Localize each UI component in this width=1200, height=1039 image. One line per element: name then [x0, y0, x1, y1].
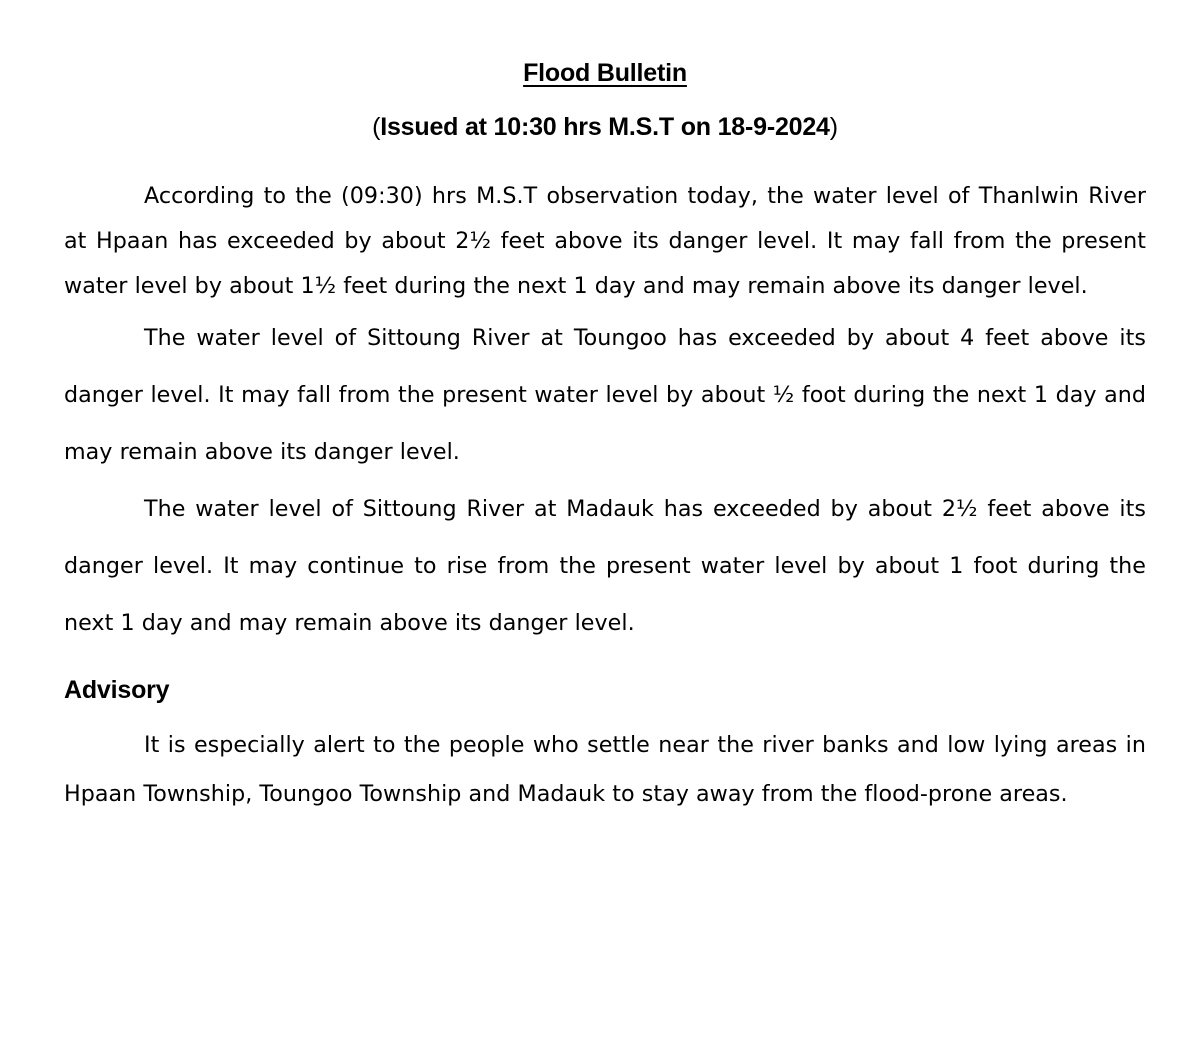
- advisory-text: It is especially alert to the people who settle near the river banks and low lying areas in Hpaan Township, Toungoo Township and Madauk to stay away from the flood-prone areas.: [64, 732, 1146, 807]
- issued-line: [64, 110, 1146, 144]
- bulletin-document: [64, 56, 1146, 819]
- paragraph-sittoung-toungoo: The water level of Sittoung River at Toungoo has exceeded by about 4 feet above its danger level. It may fall from the present water level by about ½ foot during the next 1 day and may remain above its danger level.: [64, 325, 1146, 465]
- paragraph-sittoung-madauk: The water level of Sittoung River at Madauk has exceeded by about 2½ feet above its danger level. It may continue to rise from the present water level by about 1 foot during the next 1 day and may remain above its danger level.: [64, 496, 1146, 636]
- issued-open-paren: (: [372, 113, 381, 141]
- issued-close-paren: ): [829, 113, 838, 141]
- paragraph-thanlwin-hpaan: According to the (09:30) hrs M.S.T observation today, the water level of Thanlwin River at Hpaan has exceeded by about 2½ feet above its danger level. It may fall from the present water level by about 1½ feet during the next 1 day and may remain above its danger level.: [64, 183, 1146, 299]
- bulletin-title: Flood Bulletin: [523, 59, 687, 87]
- issued-timestamp: Issued at 10:30 hrs M.S.T on 18-9-2024: [380, 113, 830, 141]
- advisory-heading: Advisory: [64, 676, 170, 704]
